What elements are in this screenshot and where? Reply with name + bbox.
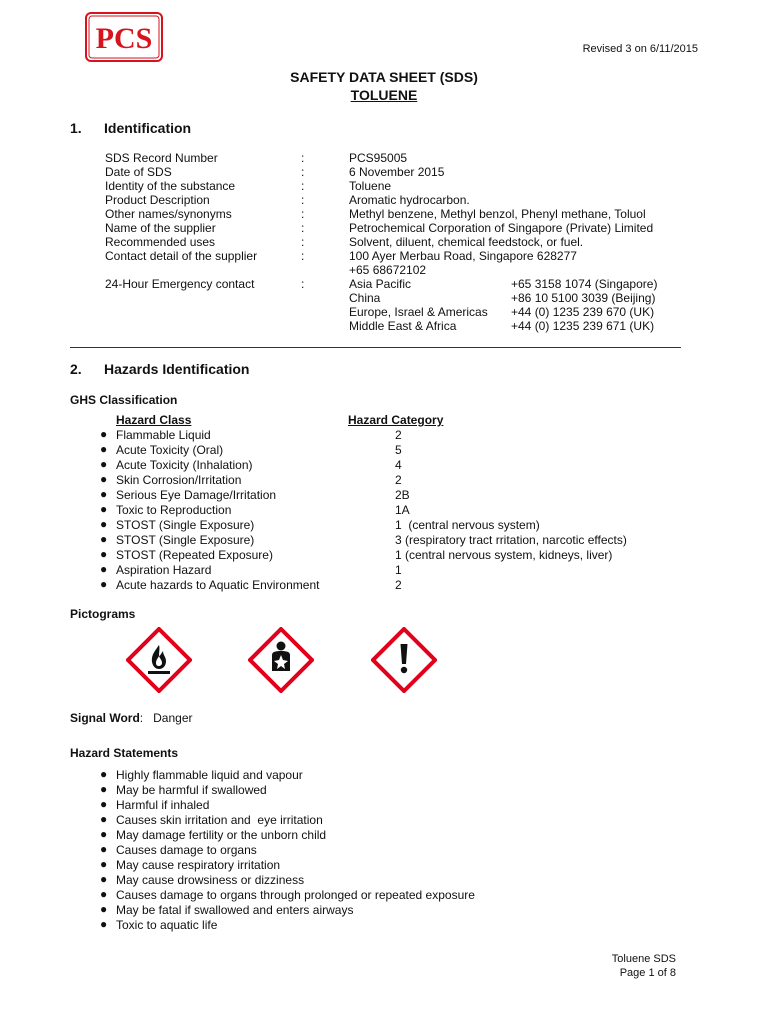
id-label: Identity of the substance [105, 179, 236, 193]
section-number: 2. [70, 361, 82, 377]
hazard-category: 2 [395, 473, 402, 487]
id-value: Aromatic hydrocarbon. [349, 193, 470, 207]
hazard-category: 3 (respiratory tract rritation, narcotic effects) [395, 533, 627, 547]
hazard-category: 1A [395, 503, 410, 517]
hazard-class: STOST (Repeated Exposure) [116, 548, 273, 562]
id-value: Solvent, diluent, chemical feedstock, or fuel. [349, 235, 584, 249]
bullet-icon: ● [100, 917, 108, 931]
bullet-icon: ● [100, 872, 108, 886]
document-subtitle: TOLUENE [350, 87, 418, 103]
hazard-category: 1 (central nervous system) [395, 518, 540, 532]
section-2-heading [70, 361, 249, 377]
hazard-category: 4 [395, 458, 402, 472]
pcs-logo [85, 12, 163, 62]
statement-text: Highly flammable liquid and vapour [116, 768, 303, 782]
revision-date: Revised 3 on 6/11/2015 [582, 43, 698, 55]
bullet-icon: ● [100, 457, 108, 471]
bullet-icon: ● [100, 827, 108, 841]
hazard-row [100, 548, 700, 563]
statement-text: May cause respiratory irritation [116, 858, 281, 872]
hazard-table-header [100, 413, 700, 428]
hazard-row [100, 428, 700, 443]
bullet-icon: ● [100, 577, 108, 591]
hazard-row [100, 503, 700, 518]
id-label: SDS Record Number [105, 151, 218, 165]
emergency-region: Asia Pacific [349, 277, 412, 291]
emergency-label: 24-Hour Emergency contact [105, 277, 255, 291]
health-hazard-pictogram-icon [248, 627, 314, 693]
bullet-icon: ● [100, 887, 108, 901]
id-row [105, 235, 698, 249]
id-colon: : [301, 207, 305, 221]
hazard-category: 1 (central nervous system, kidneys, liver) [395, 548, 613, 562]
id-colon: : [301, 221, 305, 235]
id-value: 100 Ayer Merbau Road, Singapore 628277 [349, 249, 577, 263]
emergency-region: Middle East & Africa [349, 319, 457, 333]
hazard-class: Serious Eye Damage/Irritation [116, 488, 277, 502]
id-colon: : [301, 277, 305, 291]
hazard-class: Aspiration Hazard [116, 563, 212, 577]
emergency-phone: +44 (0) 1235 239 670 (UK) [511, 305, 655, 319]
id-row [105, 221, 698, 235]
statement-text: May be fatal if swallowed and enters airways [116, 903, 354, 917]
emergency-row [105, 319, 698, 333]
id-label: Contact detail of the supplier [105, 249, 258, 263]
emergency-region: Europe, Israel & Americas [349, 305, 488, 319]
signal-word: Signal Word: Danger [70, 711, 193, 725]
id-colon: : [301, 151, 305, 165]
ghs-classification-title: GHS Classification [70, 393, 178, 407]
hazard-class: Acute Toxicity (Oral) [116, 443, 224, 457]
id-value: 6 November 2015 [349, 165, 445, 179]
id-value: +65 68672102 [349, 263, 427, 277]
id-colon: : [301, 249, 305, 263]
hazard-row [100, 473, 700, 488]
hazard-category: 2 [395, 428, 402, 442]
section-title: Hazards Identification [104, 361, 250, 377]
document-title: SAFETY DATA SHEET (SDS) [290, 69, 478, 85]
hazard-category: 2 [395, 578, 402, 592]
hazard-class: STOST (Single Exposure) [116, 533, 255, 547]
hazard-row [100, 458, 700, 473]
section-1-heading [70, 120, 191, 136]
emergency-phone: +44 (0) 1235 239 671 (UK) [511, 319, 655, 333]
bullet-icon: ● [100, 502, 108, 516]
hazard-class: STOST (Single Exposure) [116, 518, 255, 532]
hazard-class: Acute hazards to Aquatic Environment [116, 578, 320, 592]
section-divider [70, 347, 681, 348]
id-label: Recommended uses [105, 235, 216, 249]
section-number: 1. [70, 120, 82, 136]
id-row [105, 249, 698, 263]
bullet-icon: ● [100, 767, 108, 781]
statement-text: Harmful if inhaled [116, 798, 210, 812]
bullet-icon: ● [100, 487, 108, 501]
id-row [105, 263, 698, 277]
id-colon: : [301, 193, 305, 207]
id-label: Other names/synonyms [105, 207, 232, 221]
bullet-icon: ● [100, 547, 108, 561]
hazard-class: Toxic to Reproduction [116, 503, 232, 517]
statement-text: Toxic to aquatic life [116, 918, 218, 932]
hazard-row [100, 578, 700, 593]
bullet-icon: ● [100, 562, 108, 576]
statement-text: May cause drowsiness or dizziness [116, 873, 305, 887]
id-row [105, 151, 698, 165]
emergency-row [105, 305, 698, 319]
flame-pictogram-icon [126, 627, 192, 693]
hazard-class-header: Hazard Class [116, 413, 192, 427]
bullet-icon: ● [100, 842, 108, 856]
emergency-region: China [349, 291, 381, 305]
signal-word-label: Signal Word [70, 711, 140, 725]
bullet-icon: ● [100, 532, 108, 546]
hazard-row [100, 563, 700, 578]
bullet-icon: ● [100, 427, 108, 441]
id-value: Methyl benzene, Methyl benzol, Phenyl methane, Toluol [349, 207, 646, 221]
hazard-category: 1 [395, 563, 402, 577]
bullet-icon: ● [100, 442, 108, 456]
pictograms-title: Pictograms [70, 607, 136, 621]
statement-text: Causes skin irritation and eye irritation [116, 813, 323, 827]
hazard-class: Skin Corrosion/Irritation [116, 473, 242, 487]
hazard-row [100, 533, 700, 548]
id-value: Petrochemical Corporation of Singapore (Private) Limited [349, 221, 654, 235]
bullet-icon: ● [100, 472, 108, 486]
bullet-icon: ● [100, 902, 108, 916]
hazard-class: Flammable Liquid [116, 428, 211, 442]
exclamation-pictogram-icon [371, 627, 437, 693]
hazard-row [100, 443, 700, 458]
id-row [105, 193, 698, 207]
id-value: PCS95005 [349, 151, 408, 165]
bullet-icon: ● [100, 517, 108, 531]
id-colon: : [301, 179, 305, 193]
footer-page-number: Page 1 of 8 [619, 967, 676, 979]
footer-document-name: Toluene SDS [611, 953, 676, 965]
hazard-row [100, 488, 700, 503]
id-row [105, 179, 698, 193]
statement-text: May damage fertility or the unborn child [116, 828, 327, 842]
signal-word-value: Danger [153, 711, 193, 725]
svg-text:PCS: PCS [95, 22, 153, 55]
bullet-icon: ● [100, 812, 108, 826]
emergency-row [105, 291, 698, 305]
statement-text: May be harmful if swallowed [116, 783, 267, 797]
id-label: Product Description [105, 193, 210, 207]
hazard-statements-title: Hazard Statements [70, 746, 179, 760]
section-title: Identification [104, 120, 192, 136]
emergency-phone: +86 10 5100 3039 (Beijing) [511, 291, 656, 305]
hazard-class: Acute Toxicity (Inhalation) [116, 458, 253, 472]
emergency-row [105, 277, 698, 291]
bullet-icon: ● [100, 797, 108, 811]
emergency-phone: +65 3158 1074 (Singapore) [511, 277, 658, 291]
statement-text: Causes damage to organs through prolonged or repeated exposure [116, 888, 475, 902]
hazard-row [100, 518, 700, 533]
id-row [105, 165, 698, 179]
id-row [105, 207, 698, 221]
id-colon: : [301, 235, 305, 249]
id-label: Date of SDS [105, 165, 172, 179]
bullet-icon: ● [100, 782, 108, 796]
hazard-category: 2B [395, 488, 410, 502]
hazard-category: 5 [395, 443, 402, 457]
statement-text: Causes damage to organs [116, 843, 257, 857]
id-value: Toluene [349, 179, 392, 193]
bullet-icon: ● [100, 857, 108, 871]
hazard-category-header: Hazard Category [348, 413, 444, 427]
id-colon: : [301, 165, 305, 179]
id-label: Name of the supplier [105, 221, 216, 235]
